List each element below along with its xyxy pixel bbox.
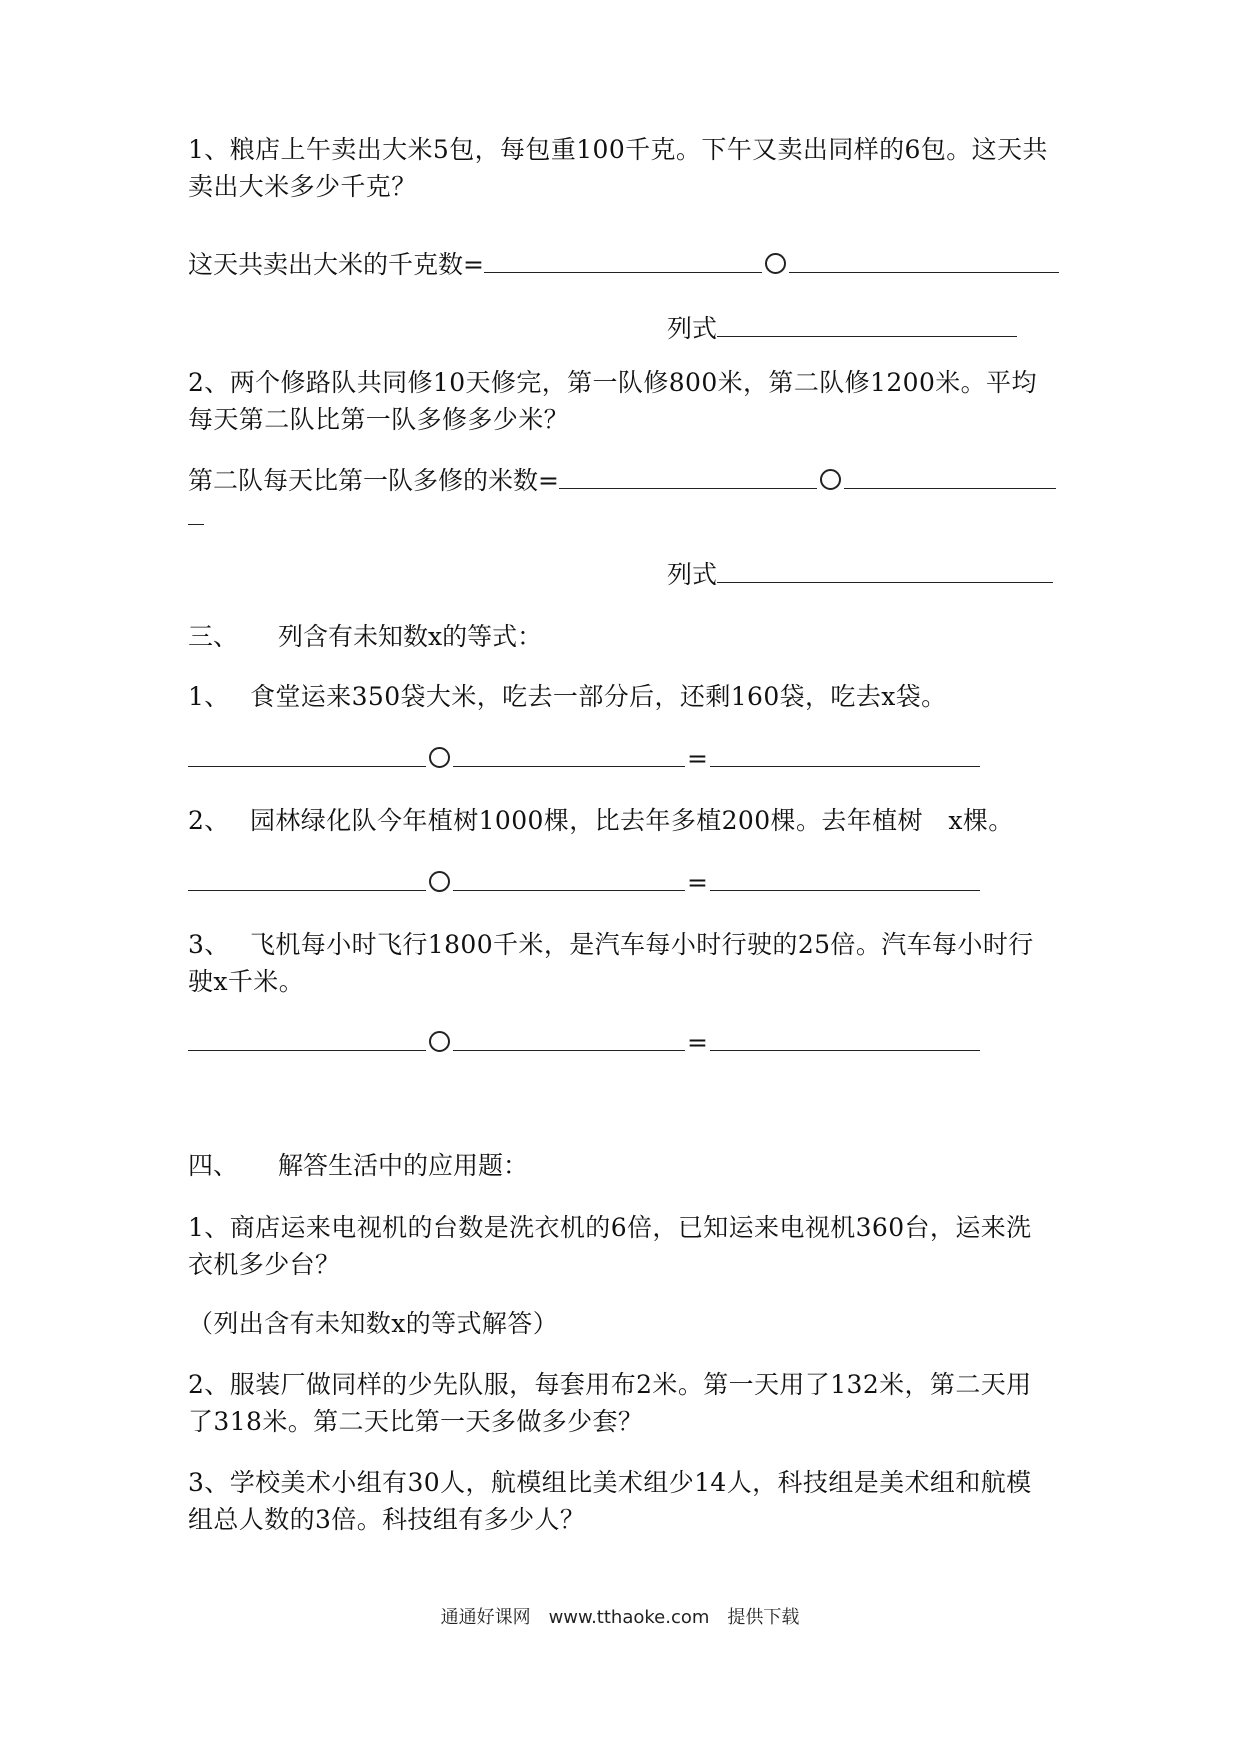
- question-2-formula-label: 第二队每天比第一队多修的米数=: [188, 466, 559, 495]
- question-1-expression-row: [667, 310, 1017, 347]
- section-4-question-3: 3、学校美术小组有30人，航模组比美术组少14人，科技组是美术组和航模组总人数的3倍。科技组有多少人？: [188, 1468, 1032, 1534]
- section-3-number: 三、: [188, 622, 239, 651]
- item-number: 1、: [188, 682, 230, 711]
- expression-blank[interactable]: [717, 316, 1017, 337]
- answer-blank[interactable]: [710, 1030, 980, 1051]
- equals-sign: =: [687, 744, 708, 773]
- expression-label: 列式: [667, 560, 718, 589]
- question-1-formula-label: 这天共卖出大米的千克数=: [188, 250, 484, 279]
- item-number: 3、: [188, 930, 230, 959]
- answer-blank[interactable]: [710, 746, 980, 767]
- answer-blank[interactable]: [453, 746, 685, 767]
- equals-sign: =: [687, 868, 708, 897]
- answer-blank[interactable]: [789, 252, 1059, 273]
- section-4-question-2: 2、服装厂做同样的少先队服，每套用布2米。第一天用了132米，第二天用了318米。第二天比第一天多做多少套？: [188, 1370, 1032, 1436]
- section-4-number: 四、: [188, 1151, 239, 1180]
- question-2-text: 2、两个修路队共同修10天修完，第一队修800米，第二队修1200米。平均每天第二队比第一队多修多少米？: [188, 368, 1037, 434]
- answer-blank[interactable]: [188, 870, 426, 891]
- expression-label: 列式: [667, 314, 718, 343]
- section-4-question-1: 1、商店运来电视机的台数是洗衣机的6倍，已知运来电视机360台，运来洗衣机多少台？: [188, 1213, 1032, 1279]
- operator-circle[interactable]: [429, 1031, 450, 1052]
- section-3-item-1: [188, 678, 1054, 715]
- section-4-title: 解答生活中的应用题：: [278, 1151, 529, 1180]
- page-footer: 通通好课网 www.tthaoke.com 提供下载: [440, 1607, 800, 1628]
- answer-blank[interactable]: [844, 468, 1056, 489]
- equals-sign: =: [687, 1028, 708, 1057]
- section-4-heading: [188, 1147, 528, 1184]
- section-3-equation-row-2: [188, 864, 1054, 901]
- section-3-item-2: [188, 802, 1054, 839]
- question-2-expression-row: [667, 556, 1053, 593]
- section-3-item-3: [188, 926, 1054, 1000]
- item-text: 飞机每小时飞行1800千米，是汽车每小时行驶的25倍。汽车每小时行驶x千米。: [188, 930, 1034, 996]
- answer-blank[interactable]: [188, 1030, 426, 1051]
- answer-blank[interactable]: [453, 1030, 685, 1051]
- question-1-formula-row: [188, 246, 1054, 283]
- section-3-equation-row-1: [188, 740, 1054, 777]
- answer-blank[interactable]: [453, 870, 685, 891]
- question-2-formula-row: [188, 462, 1054, 499]
- operator-circle[interactable]: [429, 747, 450, 768]
- question-1-text: 1、粮店上午卖出大米5包，每包重100千克。下午又卖出同样的6包。这天共卖出大米多少千克？: [188, 135, 1048, 201]
- section-3-heading: [188, 618, 542, 655]
- operator-circle[interactable]: [765, 253, 786, 274]
- section-3-equation-row-3: [188, 1024, 1054, 1061]
- answer-blank[interactable]: [559, 468, 817, 489]
- section-3-title: 列含有未知数x的等式：: [278, 622, 543, 651]
- question-2-formula-continuation: [188, 498, 1054, 535]
- section-4-question-1-note: （列出含有未知数x的等式解答）: [188, 1309, 559, 1338]
- expression-blank[interactable]: [717, 562, 1053, 583]
- operator-circle[interactable]: [820, 469, 841, 490]
- answer-blank[interactable]: [188, 504, 204, 525]
- item-text: 园林绿化队今年植树1000棵，比去年多植200棵。去年植树 x棵。: [250, 806, 1014, 835]
- item-text: 食堂运来350袋大米，吃去一部分后，还剩160袋，吃去x袋。: [250, 682, 947, 711]
- answer-blank[interactable]: [710, 870, 980, 891]
- answer-blank[interactable]: [484, 252, 762, 273]
- answer-blank[interactable]: [188, 746, 426, 767]
- item-number: 2、: [188, 806, 230, 835]
- operator-circle[interactable]: [429, 871, 450, 892]
